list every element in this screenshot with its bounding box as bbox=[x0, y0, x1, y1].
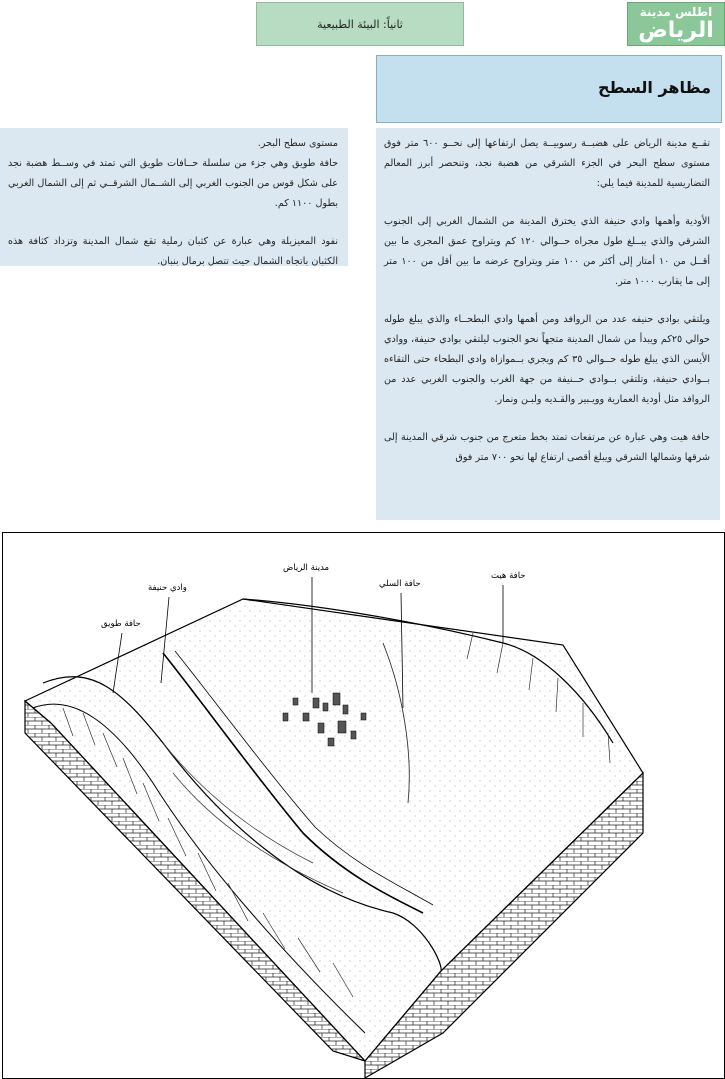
terrain-block-diagram bbox=[2, 532, 725, 1079]
paragraph-tuwaiq: حافة طويق وهي جزء من سلسلة حــافات طويق التي تمتد في وســط هضبة نجد على شكل قوس من الجنوب الغربي إلى الشــمال الشرقــي ثم إلى الشمال الغربي بطول ١١٠٠ كم. bbox=[8, 158, 338, 209]
paragraph-dunes: نفود المعيزيلة وهي عبارة عن كثبان رملية تقع شمال المدينة وتزداد كثافة هذه الكثبان باتجاه الشمال حيث تتصل برمال بنبان. bbox=[8, 236, 338, 267]
terrain-illustration bbox=[3, 533, 724, 1078]
topic-title: مظاهر السطح bbox=[597, 78, 711, 97]
label-hit: حافة هيت bbox=[491, 571, 526, 581]
right-text-column bbox=[376, 128, 720, 520]
paragraph-tributaries: ويلتقي بوادي حنيفه عدد من الروافد ومن أهمها وادي البطحــاء والذي يبلغ طوله حوالي ٢٥كم ويبدأ من شمال المدينة متجهاً نحو الجنوب ليلتقي بوادي حنيفة، ووادي الأيسن الذي يبلغ طوله حــوالي ٣٥ كم ويجري بــموازاة وادي البطحاء حتى التقاءه بــوادي حنيفة، وتلتقي بــوادي حــنيفة من جهة الغرب والجنوب الغربي عدد من الروافد مثل أودية العمارية وويـبير والقـديه ولبـن ونمار. bbox=[384, 314, 711, 405]
paragraph-wadis: الأودية وأهمها وادي حنيفة الذي يخترق المدينة من الشمال الغربي إلى الجنوب الشرقي والذي يبــلغ طول مجراه حــوالي ١٢٠ كم ويتراوح عمق المجرى ما بين أقــل من ١٠ أمتار إلى أكثر من ١٠٠ متر ويتراوح عرضه ما بين أقل من ١٠٠ متر إلى ما يقارب ١٠٠٠ متر. bbox=[384, 216, 710, 287]
paragraph-hit: حافة هيت وهي عبارة عن مرتفعات تمتد بخط متعرج من جنوب شرقي المدينة إلى شرقها وشمالها الشرقي ويبلغ أقصى ارتفاع لها نحو ٧٠٠ متر فوق bbox=[384, 432, 710, 463]
label-wadi-hanifa: وادي حنيفة bbox=[148, 583, 187, 593]
label-tuwaiq: حافة طويق bbox=[101, 619, 141, 629]
atlas-logo bbox=[627, 2, 725, 46]
label-sulay: حافة السلي bbox=[379, 579, 421, 589]
section-title: ثانياً: البيئة الطبيعية bbox=[256, 2, 464, 46]
logo-line2: الرياض bbox=[638, 18, 714, 43]
logo-line1: اطلس مدينة bbox=[639, 5, 713, 19]
label-riyadh: مدينة الرياض bbox=[283, 563, 330, 573]
left-text-column bbox=[0, 128, 348, 266]
topic-header bbox=[376, 55, 722, 123]
paragraph-intro: تقــع مدينة الرياض على هضبــة رسوبيــة يصل ارتفاعها إلى نحــو ٦٠٠ متر فوق مستوى سطح البحر في الجزء الشرقي من هضبة نجد، وتنحصر أبرز المعالم التضاريسية للمدينة فيما يلي: bbox=[384, 138, 710, 189]
paragraph-continuation: مستوى سطح البحر. bbox=[257, 138, 338, 149]
